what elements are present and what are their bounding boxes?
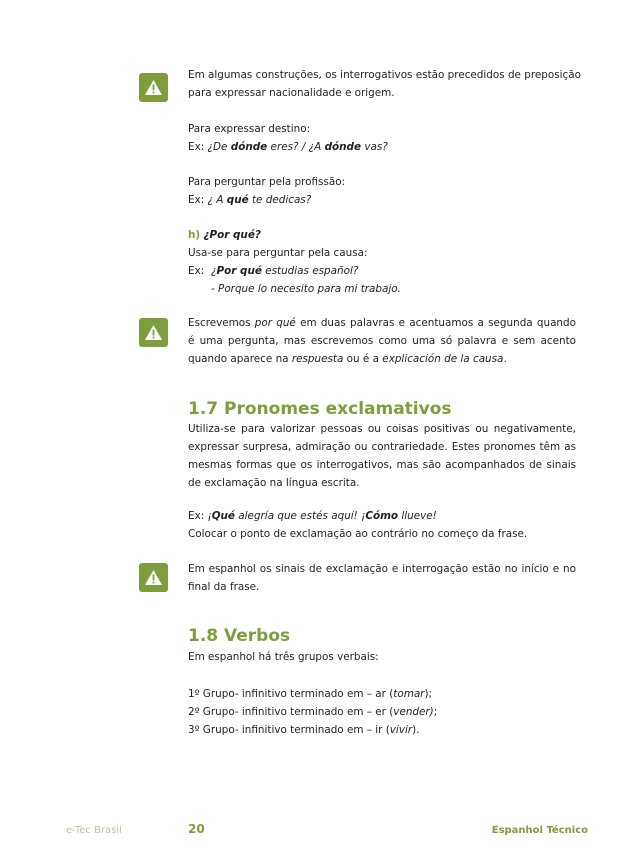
destino-example	[188, 138, 576, 156]
porque-title	[188, 226, 576, 244]
keyword: Por qué	[216, 265, 262, 277]
group-example: vender)	[393, 706, 434, 718]
porque-block	[188, 226, 576, 298]
keyword: Cómo	[365, 510, 399, 522]
destino-intro: Para expressar destino:	[188, 123, 311, 135]
example-text: llueve!	[401, 510, 437, 522]
example-text: te dedicas?	[251, 194, 312, 206]
example-text: eres? / ¿A	[270, 141, 322, 153]
example-text: ¿De	[207, 141, 228, 153]
section-paragraph: Utiliza-se para valorizar pessoas ou coisas positivas ou negativamente, expressar surpresa, admiração ou contrariedade. Estes pronomes têm as mesmas formas que os interrogativos, mas são acompanhados de sinais de exclamação na língua escrita.	[188, 423, 576, 489]
example-answer: - Porque lo necesito para mi trabajo.	[211, 283, 401, 295]
note-fragment: por qué	[254, 317, 296, 329]
warning-badge	[139, 563, 168, 592]
verb-group	[188, 721, 576, 739]
warning-badge	[139, 73, 168, 102]
note-line: para expressar nacionalidade e origem.	[188, 87, 395, 99]
section-heading: 1.7 Pronomes exclamativos	[188, 399, 452, 419]
exclamation-example	[188, 507, 576, 525]
profissao-intro: Para perguntar pela profissão:	[188, 176, 346, 188]
verb-group	[188, 685, 576, 703]
porque-note	[188, 314, 576, 368]
footer-left: e-Tec Brasil	[66, 825, 122, 836]
section-18-body	[188, 648, 576, 666]
section-heading: 1.8 Verbos	[188, 626, 291, 646]
exclamation-rule-note	[188, 560, 576, 596]
note-fragment: .	[503, 353, 507, 365]
warning-icon	[144, 79, 163, 96]
warning-icon	[144, 569, 163, 586]
item-title: ¿Por qué?	[203, 229, 261, 241]
note-fragment: respuesta	[291, 353, 344, 365]
keyword: dónde	[324, 141, 362, 153]
group-text: ;	[433, 706, 438, 718]
note-line: Em algumas construções, os interrogativos estão precedidos de preposição	[188, 69, 581, 81]
note-fragment: em duas palavras e acentuamos a segunda quando é uma pergunta, mas escrevemos como uma só palavra e sem acento quando aparece na	[188, 317, 576, 365]
profissao-example	[188, 191, 576, 209]
ex-prefix: Ex:	[188, 194, 205, 206]
example-text: ¡	[207, 510, 212, 522]
porque-example	[188, 262, 576, 280]
keyword: dónde	[230, 141, 268, 153]
exclamation-note: Colocar o ponto de exclamação ao contrário no começo da frase.	[188, 528, 528, 540]
section-17-body	[188, 420, 576, 492]
porque-answer	[188, 280, 576, 298]
example-text: ¿ A	[207, 194, 224, 206]
warning-icon	[144, 324, 163, 341]
ex-prefix: Ex:	[188, 510, 205, 522]
porque-desc: Usa-se para perguntar pela causa:	[188, 247, 368, 259]
example-text: estudias español?	[265, 265, 359, 277]
footer-right: Espanhol Técnico	[491, 825, 588, 836]
profissao-block	[188, 173, 576, 209]
note-text: Em espanhol os sinais de exclamação e interrogação estão no início e no final da frase.	[188, 563, 576, 593]
group-example: vivir	[389, 724, 413, 736]
group-text: 1º Grupo- infinitivo terminado em – ar (	[188, 688, 394, 700]
note-fragment: Escrevemos	[188, 317, 251, 329]
note-text	[188, 314, 576, 368]
group-text: 3º Grupo- infinitivo terminado em – ir (	[188, 724, 390, 736]
example-text: ¿	[211, 265, 217, 277]
ex-prefix: Ex:	[188, 265, 205, 277]
section-17-example	[188, 507, 576, 543]
group-text: 2º Grupo- infinitivo terminado em – er (	[188, 706, 394, 718]
example-text: alegría que estés aquí! ¡	[238, 510, 366, 522]
verbs-intro: Em espanhol há três grupos verbais:	[188, 651, 379, 663]
keyword: qué	[226, 194, 249, 206]
note-fragment: explicación de la causa	[382, 353, 504, 365]
group-text: );	[424, 688, 433, 700]
page-number: 20	[188, 822, 205, 836]
verb-groups	[188, 685, 576, 739]
preposition-note	[188, 66, 581, 102]
ex-prefix: Ex:	[188, 141, 205, 153]
example-text: vas?	[364, 141, 388, 153]
item-letter: h)	[188, 229, 201, 241]
destino-block	[188, 120, 576, 156]
note-fragment: ou é a	[346, 353, 379, 365]
keyword: Qué	[211, 510, 235, 522]
verb-group	[188, 703, 576, 721]
warning-badge	[139, 318, 168, 347]
group-text: ).	[412, 724, 420, 736]
group-example: tomar	[393, 688, 425, 700]
